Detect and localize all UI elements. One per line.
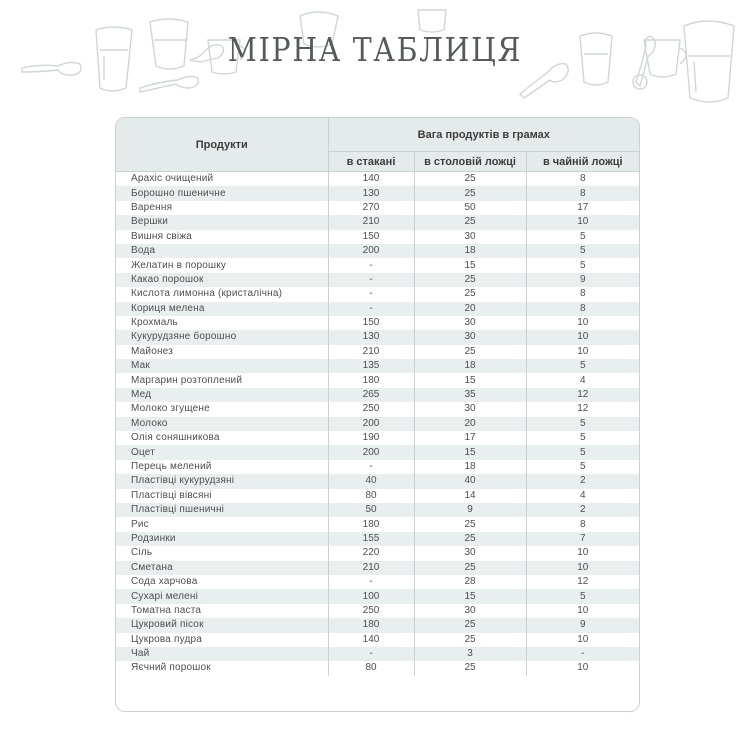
- tablespoon-value-cell: 25: [414, 561, 526, 575]
- table-row: [116, 302, 639, 316]
- tablespoon-value-cell: 25: [414, 661, 526, 675]
- table-row: [116, 474, 639, 488]
- glass-value-cell: 140: [328, 172, 414, 187]
- glass-value-cell: 150: [328, 230, 414, 244]
- tablespoon-value-cell: 20: [414, 302, 526, 316]
- table-row: [116, 503, 639, 517]
- table-row: [116, 445, 639, 459]
- glass-value-cell: 250: [328, 604, 414, 618]
- table-row: [116, 330, 639, 344]
- product-name-cell: Мед: [116, 388, 328, 402]
- measurement-table: [115, 117, 640, 712]
- tablespoon-value-cell: 25: [414, 618, 526, 632]
- teaspoon-value-cell: 2: [526, 503, 639, 517]
- product-name-cell: Цукровий пісок: [116, 618, 328, 632]
- table-row: [116, 373, 639, 387]
- teaspoon-value-cell: 12: [577, 576, 589, 588]
- tablespoon-value-cell: 9: [414, 503, 526, 517]
- product-name-cell: Мак: [116, 359, 328, 373]
- glass-value-cell: 210: [328, 215, 414, 229]
- teaspoon-value-cell: 5: [526, 359, 639, 373]
- tablespoon-value-cell: 40: [414, 474, 526, 488]
- product-name-cell: Кукурудзяне борошно: [116, 330, 328, 344]
- teaspoon-value-cell: 5: [579, 432, 586, 444]
- teaspoon-value-cell: 17: [577, 201, 589, 213]
- glass-value-cell: -: [328, 273, 414, 287]
- subheader-tablespoon: в столовій ложці: [414, 152, 526, 172]
- teaspoon-value-cell: 10: [526, 330, 639, 344]
- tablespoon-value-cell: 30: [414, 402, 526, 416]
- teaspoon-value-cell: 10: [577, 547, 589, 559]
- teaspoon-value-cell: 2: [526, 474, 639, 488]
- subheader-glass: в стакані: [328, 152, 414, 172]
- product-name-cell: Пластівці пшеничні: [116, 503, 328, 517]
- tablespoon-value-cell: 15: [414, 589, 526, 603]
- tablespoon-value-cell: 28: [414, 575, 526, 589]
- teaspoon-value-cell: 9: [526, 618, 639, 632]
- product-name-cell: Варення: [116, 201, 328, 215]
- teaspoon-value-cell: 5: [526, 244, 639, 258]
- teaspoon-value-cell: 8: [526, 186, 639, 200]
- teaspoon-value-cell: 10: [526, 215, 639, 229]
- teaspoon-value-cell: 5: [526, 417, 639, 431]
- teaspoon-value-cell: 12: [526, 388, 639, 402]
- glass-value-cell: -: [328, 287, 414, 301]
- glass-value-cell: 140: [328, 633, 414, 647]
- tablespoon-value-cell: 3: [414, 647, 526, 661]
- table-row: [116, 532, 639, 546]
- table-row: [116, 517, 639, 531]
- tablespoon-value-cell: 25: [414, 186, 526, 200]
- product-name-cell: Маргарин розтоплений: [116, 373, 328, 387]
- teaspoon-value-cell: 12: [577, 403, 589, 415]
- glass-value-cell: -: [328, 460, 414, 474]
- glass-value-cell: 80: [328, 661, 414, 675]
- teaspoon-value-cell: 8: [579, 288, 586, 300]
- table-body: [116, 172, 639, 676]
- tablespoon-value-cell: 25: [414, 633, 526, 647]
- product-name-cell: Крохмаль: [116, 316, 328, 330]
- product-name-cell: Вишня свіжа: [116, 230, 328, 244]
- table-row: [116, 201, 639, 215]
- table-row: [116, 489, 639, 503]
- glass-value-cell: 180: [328, 517, 414, 531]
- product-name-cell: Сметана: [116, 561, 328, 575]
- tablespoon-value-cell: 15: [414, 258, 526, 272]
- glass-value-cell: 50: [328, 503, 414, 517]
- product-name-cell: Вершки: [116, 215, 328, 229]
- product-name-cell: Желатин в порошку: [116, 258, 328, 272]
- tablespoon-value-cell: 18: [414, 359, 526, 373]
- glass-value-cell: 200: [328, 445, 414, 459]
- tablespoon-value-cell: 25: [414, 273, 526, 287]
- product-name-cell: Молоко: [116, 417, 328, 431]
- glass-value-cell: 130: [328, 186, 414, 200]
- glass-value-cell: 100: [328, 589, 414, 603]
- table-row: [116, 287, 639, 301]
- glass-value-cell: 135: [328, 359, 414, 373]
- header-products: Продукти: [116, 118, 328, 172]
- glass-value-cell: 40: [328, 474, 414, 488]
- table-row: [116, 431, 639, 445]
- glass-value-cell: 250: [328, 402, 414, 416]
- table-row: [116, 316, 639, 330]
- table-row: [116, 258, 639, 272]
- glass-value-cell: 80: [328, 489, 414, 503]
- teaspoon-value-cell: 10: [577, 662, 589, 674]
- table-row: [116, 172, 639, 187]
- product-name-cell: Олія соняшникова: [116, 431, 328, 445]
- table-row: [116, 388, 639, 402]
- product-name-cell: Какао порошок: [116, 273, 328, 287]
- glass-value-cell: 200: [328, 417, 414, 431]
- product-name-cell: Кориця мелена: [116, 302, 328, 316]
- table-row: [116, 633, 639, 647]
- product-name-cell: Рис: [116, 517, 328, 531]
- tablespoon-value-cell: 30: [414, 604, 526, 618]
- product-name-cell: Майонез: [116, 345, 328, 359]
- glass-value-cell: 155: [328, 532, 414, 546]
- table-row: [116, 345, 639, 359]
- subheader-teaspoon: в чайній ложці: [526, 152, 639, 172]
- teaspoon-value-cell: 7: [526, 532, 639, 546]
- table-row: [116, 230, 639, 244]
- product-name-cell: Пластівці кукурудзяні: [116, 474, 328, 488]
- teaspoon-value-cell: 5: [579, 461, 586, 472]
- table-row: [116, 604, 639, 618]
- glass-value-cell: 150: [328, 316, 414, 330]
- table-row: [116, 575, 639, 589]
- teaspoon-value-cell: 4: [579, 489, 586, 501]
- table-row: [116, 546, 639, 560]
- product-name-cell: Цукрова пудра: [116, 633, 328, 647]
- product-name-cell: Чай: [116, 647, 328, 661]
- product-name-cell: Молоко згущене: [116, 402, 328, 416]
- table-row: [116, 359, 639, 373]
- product-name-cell: Сода харчова: [116, 575, 328, 589]
- product-name-cell: Оцет: [116, 445, 328, 459]
- teaspoon-value-cell: 5: [526, 445, 639, 459]
- teaspoon-value-cell: 5: [579, 259, 586, 271]
- tablespoon-value-cell: 30: [414, 230, 526, 244]
- table-row: [116, 417, 639, 431]
- table-row: [116, 647, 639, 661]
- table-row: [116, 244, 639, 258]
- product-name-cell: Борошно пшеничне: [116, 186, 328, 200]
- product-name-cell: Вода: [116, 244, 328, 258]
- glass-value-cell: -: [328, 258, 414, 272]
- tablespoon-value-cell: 30: [414, 546, 526, 560]
- glass-value-cell: 200: [328, 244, 414, 258]
- product-name-cell: Кислота лимонна (кристалічна): [116, 287, 328, 301]
- tablespoon-value-cell: 25: [414, 172, 526, 187]
- glass-value-cell: 210: [328, 561, 414, 575]
- product-name-cell: Сухарі мелені: [116, 589, 328, 603]
- tablespoon-value-cell: 18: [414, 460, 526, 474]
- teaspoon-value-cell: 10: [577, 345, 589, 357]
- teaspoon-value-cell: 5: [526, 589, 639, 603]
- product-name-cell: Пластівці вівсяні: [116, 489, 328, 503]
- teaspoon-value-cell: 4: [579, 374, 586, 386]
- product-name-cell: Сіль: [116, 546, 328, 560]
- teaspoon-value-cell: 8: [579, 518, 586, 530]
- teaspoon-value-cell: 8: [526, 302, 639, 316]
- tablespoon-value-cell: 18: [414, 244, 526, 258]
- glass-value-cell: 180: [328, 373, 414, 387]
- tablespoon-value-cell: 25: [414, 345, 526, 359]
- tablespoon-value-cell: 30: [414, 330, 526, 344]
- table-row: [116, 186, 639, 200]
- tablespoon-value-cell: 15: [414, 373, 526, 387]
- glass-value-cell: 210: [328, 345, 414, 359]
- tablespoon-value-cell: 17: [414, 431, 526, 445]
- teaspoon-value-cell: 8: [579, 173, 586, 185]
- product-name-cell: Яєчний порошок: [116, 661, 328, 675]
- glass-value-cell: 265: [328, 388, 414, 402]
- table-row: [116, 215, 639, 229]
- tablespoon-value-cell: 25: [414, 215, 526, 229]
- table-row: [116, 589, 639, 603]
- product-name-cell: Перець мелений: [116, 460, 328, 474]
- glass-value-cell: 130: [328, 330, 414, 344]
- spoon-icon: [140, 76, 198, 92]
- table-row: [116, 618, 639, 632]
- tablespoon-value-cell: 15: [414, 445, 526, 459]
- table-row: [116, 402, 639, 416]
- glass-value-cell: 190: [328, 431, 414, 445]
- tablespoon-value-cell: 25: [414, 532, 526, 546]
- teaspoon-value-cell: 10: [526, 561, 639, 575]
- product-name-cell: Родзинки: [116, 532, 328, 546]
- table-row: [116, 561, 639, 575]
- table-row: [116, 273, 639, 287]
- table-row: [116, 460, 639, 474]
- teaspoon-value-cell: 10: [577, 633, 589, 645]
- table-row: [116, 661, 639, 675]
- glass-value-cell: 270: [328, 201, 414, 215]
- teaspoon-value-cell: -: [526, 647, 639, 661]
- tablespoon-value-cell: 35: [414, 388, 526, 402]
- header-weight: Вага продуктів в грамах: [328, 118, 639, 152]
- glass-value-cell: 180: [328, 618, 414, 632]
- teaspoon-value-cell: 10: [577, 317, 589, 329]
- glass-value-cell: -: [328, 647, 414, 661]
- tablespoon-value-cell: 14: [414, 489, 526, 503]
- product-name-cell: Арахіс очищений: [116, 172, 328, 187]
- page-title: МІРНА ТАБЛИЦЯ: [227, 30, 523, 69]
- glass-icon: [418, 10, 446, 32]
- teaspoon-value-cell: 5: [579, 230, 586, 242]
- tablespoon-value-cell: 30: [414, 316, 526, 330]
- product-name-cell: Томатна паста: [116, 604, 328, 618]
- teaspoon-value-cell: 10: [577, 604, 589, 616]
- tablespoon-value-cell: 25: [414, 517, 526, 531]
- teaspoon-value-cell: 9: [526, 273, 639, 287]
- glass-value-cell: 220: [328, 546, 414, 560]
- tablespoon-value-cell: 20: [414, 417, 526, 431]
- glass-value-cell: -: [328, 575, 414, 589]
- tablespoon-value-cell: 25: [414, 287, 526, 301]
- tablespoon-value-cell: 50: [414, 201, 526, 215]
- glass-value-cell: -: [328, 302, 414, 316]
